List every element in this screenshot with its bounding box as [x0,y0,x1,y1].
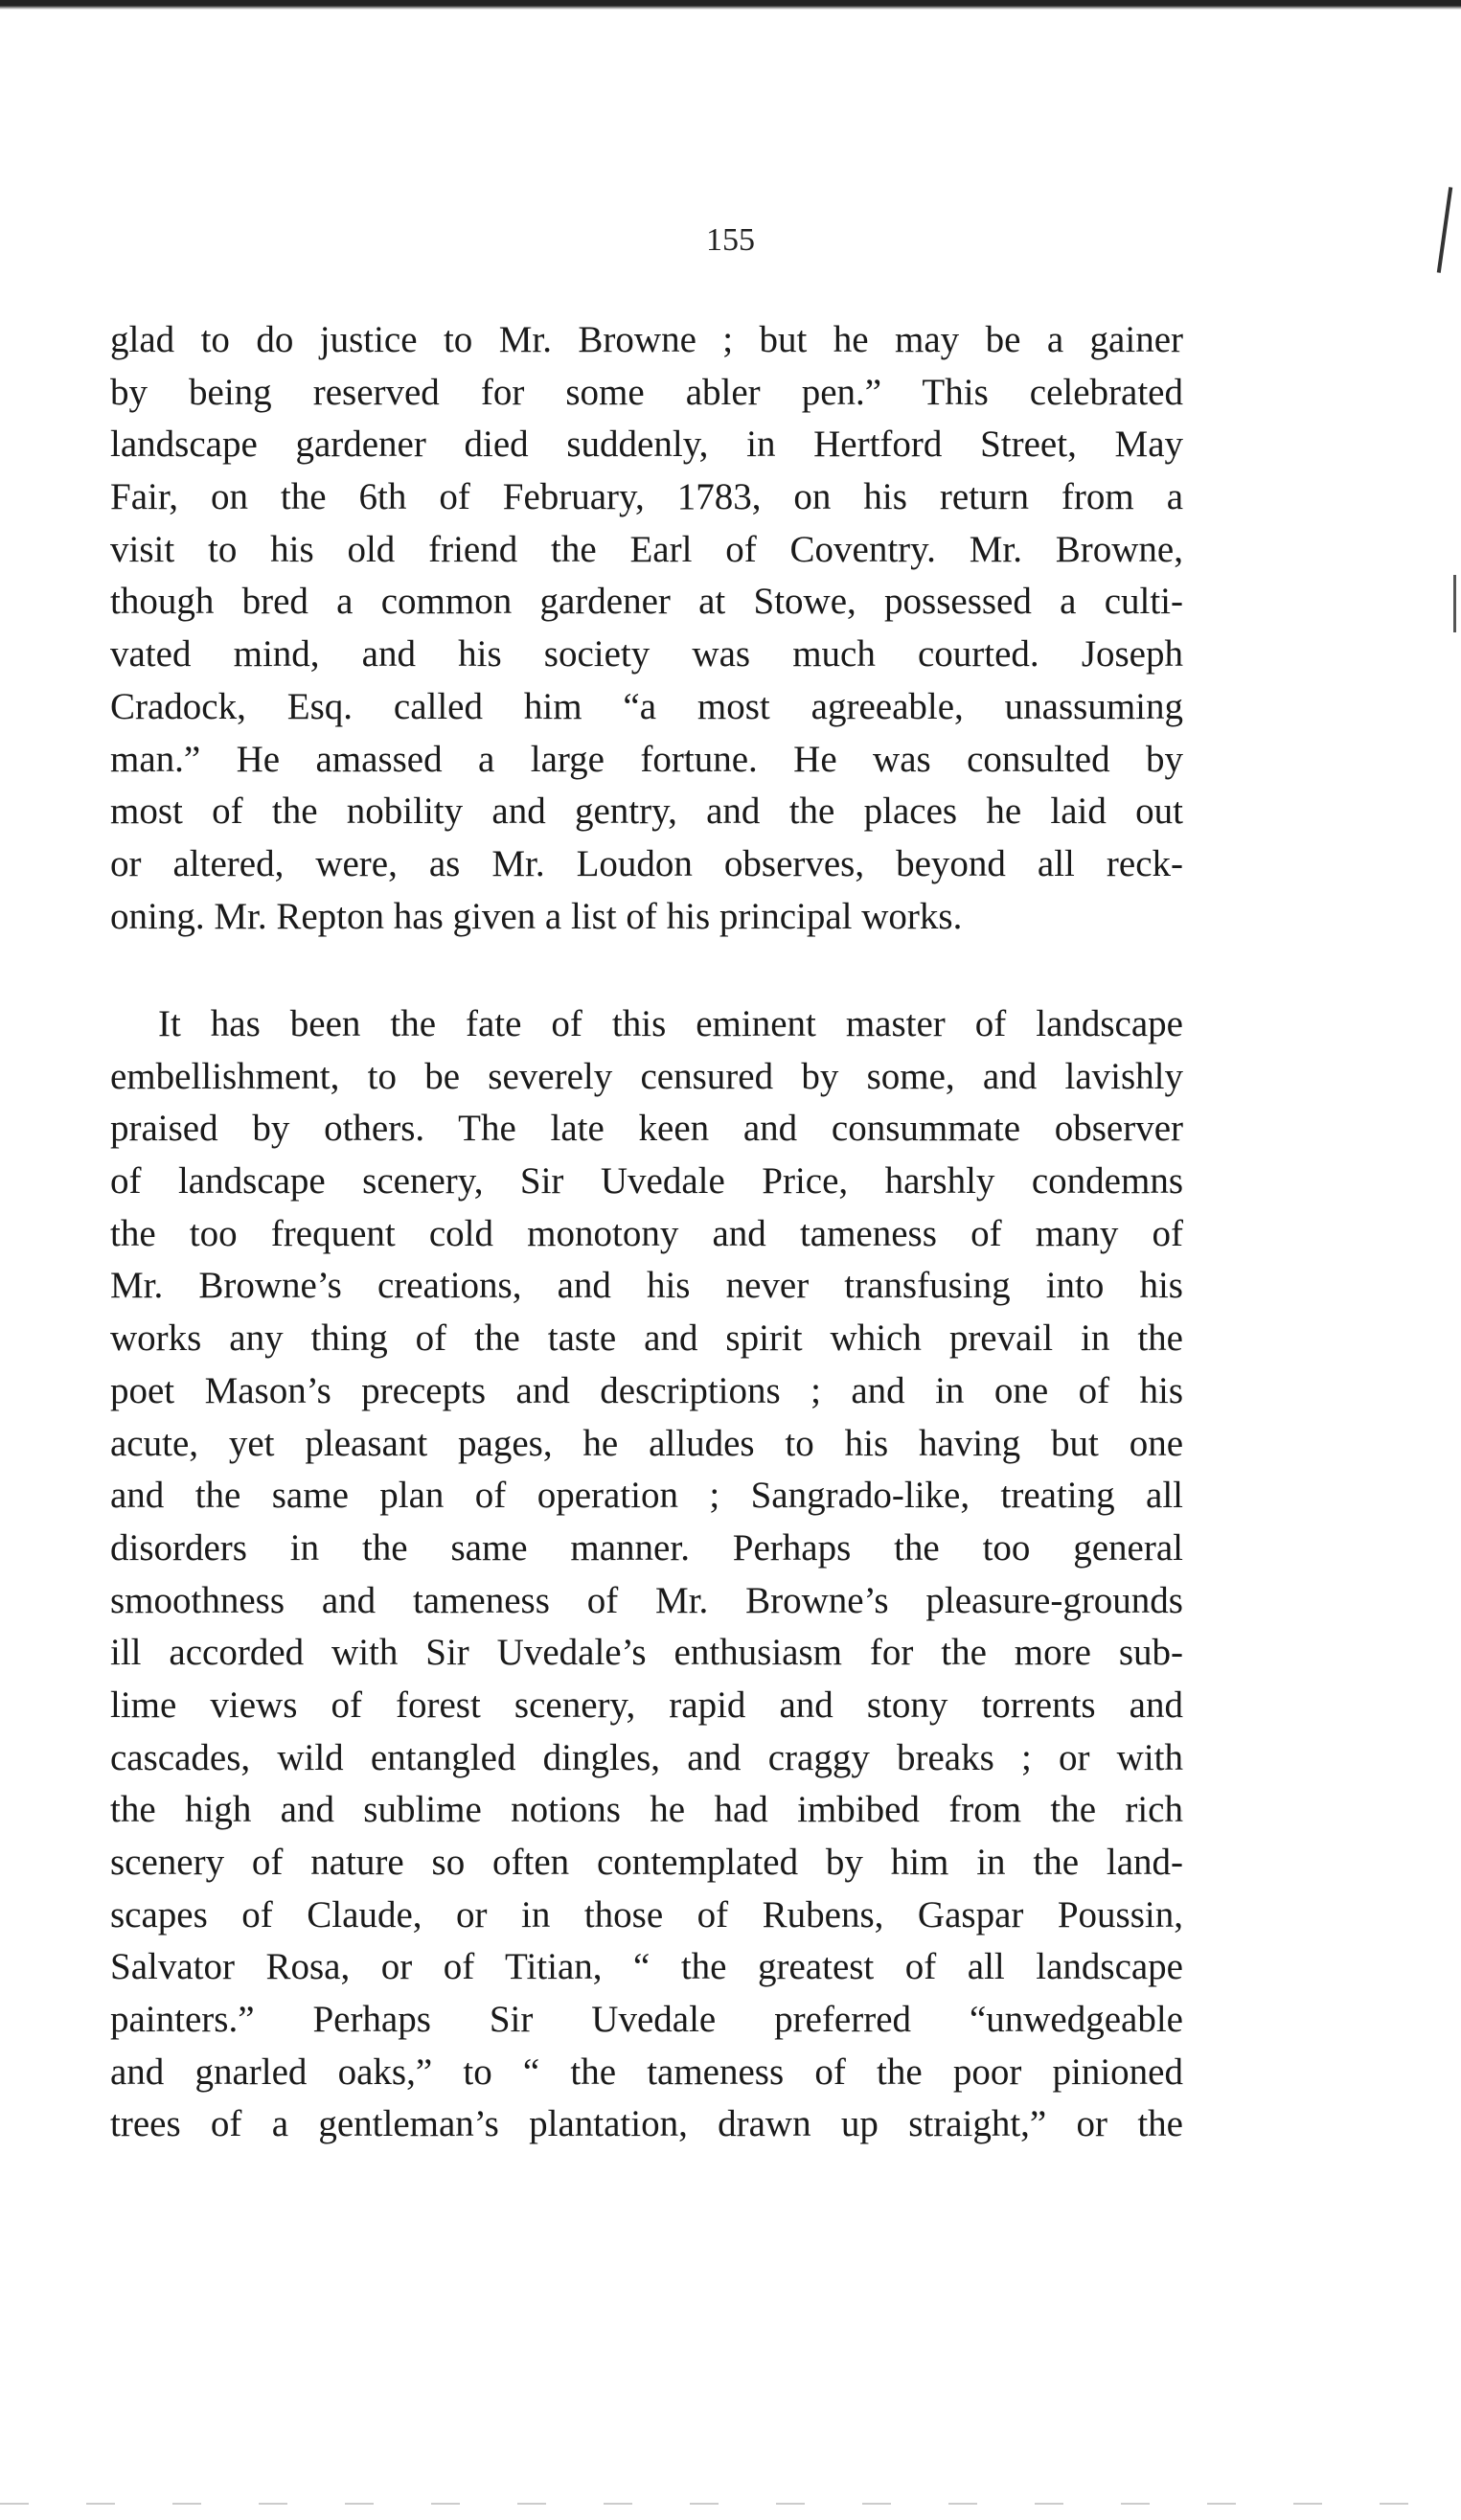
text-line: works any thing of the taste and spirit which prevail in the [110,1317,1183,1360]
text-line: It has been the fate of this eminent master of landscape [158,1003,1183,1044]
text-line: disorders in the same manner. Perhaps the too general [110,1526,1183,1569]
bottom-edge-rule [0,2503,1461,2505]
text-line: glad to do justice to Mr. Browne ; but he may be a gainer [110,319,1183,360]
text-line: lime views of forest scenery, rapid and stony torrents and [110,1684,1183,1726]
text-line: embellishment, to be severely censured by some, and lavishly [110,1055,1183,1097]
text-line: and gnarled oaks,” to “ the tameness of the poor pinioned [110,2050,1183,2093]
text-line: praised by others. The late keen and consummate observer [110,1108,1183,1150]
text-line: by being reserved for some abler pen.” This celebrated [110,371,1183,413]
text-line: Cradock, Esq. called him “a most agreeable, unassuming [110,685,1183,727]
text-line: vated mind, and his society was much courted. Joseph [110,633,1183,676]
text-line: the too frequent cold monotony and tameness of many of [110,1212,1183,1254]
text-line: poet Mason’s precepts and descriptions ; and in one of his [110,1369,1183,1411]
text-line: trees of a gentleman’s plantation, drawn up straight,” or the [110,2103,1183,2145]
top-border-rule [0,0,1461,10]
text-line: scapes of Claude, or in those of Rubens, Gaspar Poussin, [110,1893,1183,1936]
text-line: though bred a common gardener at Stowe, possessed a culti- [110,581,1183,623]
text-line: visit to his old friend the Earl of Coventry. Mr. Browne, [110,528,1183,570]
text-line: scenery of nature so often contemplated by him in the land- [110,1842,1183,1883]
text-line: and the same plan of operation ; Sangrado-like, treating all [110,1475,1183,1517]
text-line: painters.” Perhaps Sir Uvedale preferred “unwedgeable [110,1999,1183,2041]
paragraph-2 [110,998,1183,2151]
text-line: Mr. Browne’s creations, and his never transfusing into his [110,1265,1183,1307]
text-line: oning. Mr. Repton has given a list of his principal works. [110,895,963,937]
page-number: 155 [706,222,755,258]
text-line: ill accorded with Sir Uvedale’s enthusiasm for the more sub- [110,1632,1183,1674]
text-line: of landscape scenery, Sir Uvedale Price, harshly condemns [110,1160,1183,1203]
text-line: landscape gardener died suddenly, in Hertford Street, May [110,424,1183,466]
text-line: Salvator Rosa, or of Titian, “ the greatest of all landscape [110,1946,1183,1988]
text-line: smoothness and tameness of Mr. Browne’s pleasure-grounds [110,1579,1183,1621]
page-edge-mark [1453,575,1456,632]
text-line: cascades, wild entangled dingles, and craggy breaks ; or with [110,1736,1183,1778]
text-line: or altered, were, as Mr. Loudon observes, beyond all reck- [110,842,1183,884]
text-line: Fair, on the 6th of February, 1783, on his return from a [110,476,1183,518]
text-line: most of the nobility and gentry, and the places he laid out [110,790,1183,833]
text-line: acute, yet pleasant pages, he alludes to his having but one [110,1422,1183,1464]
text-line: the high and sublime notions he had imbibed from the rich [110,1789,1183,1831]
text-line: man.” He amassed a large fortune. He was consulted by [110,738,1183,780]
paragraph-1 [110,314,1183,943]
